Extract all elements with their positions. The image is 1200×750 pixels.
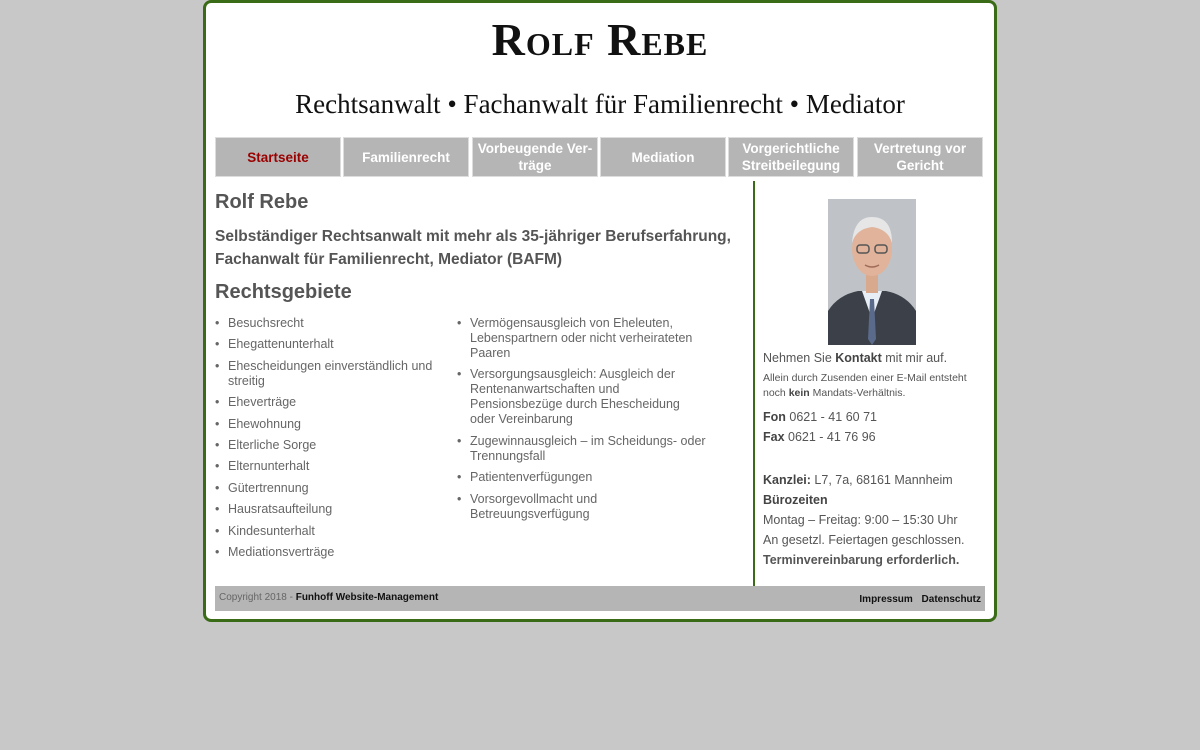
list-item: • Gütertrennung — [215, 481, 440, 496]
list-item: • Ehescheidungen einverständlich und streitig — [215, 359, 440, 389]
footer — [215, 586, 985, 611]
nav-item-vorbeugende-vertraege[interactable]: Vorbeugende Ver-träge — [472, 137, 598, 177]
site-logo-name[interactable]: Rolf Rebe — [491, 14, 709, 65]
list-item: • Ehegattenunterhalt — [215, 337, 440, 352]
phone-line — [763, 410, 877, 424]
contact-link[interactable]: Kontakt — [835, 351, 882, 365]
list-item: • Hausratsaufteilung — [215, 502, 440, 517]
header — [206, 3, 994, 133]
fax-number: 0621 - 41 76 96 — [784, 430, 876, 444]
contact-line — [763, 351, 983, 365]
copyright-text: Copyright 2018 - — [219, 592, 296, 603]
fax-label: Fax — [763, 430, 785, 444]
main-nav — [215, 137, 985, 177]
list-item: • Kindesunterhalt — [215, 524, 440, 539]
note-text: Allein durch Zusenden einer E-Mail entsteht noch — [763, 372, 967, 399]
nav-item-vertretung-vor-gericht[interactable]: Vertretung vor Gericht — [857, 137, 983, 177]
nav-item-startseite[interactable]: Startseite — [215, 137, 341, 177]
nav-item-mediation[interactable]: Mediation — [600, 137, 726, 177]
office-hours: Montag – Freitag: 9:00 – 15:30 Uhr — [763, 513, 958, 527]
note-bold: kein — [788, 387, 810, 399]
page-title: Rolf Rebe — [215, 191, 309, 213]
copyright — [219, 592, 438, 603]
list-item: • Patientenverfügungen — [457, 470, 707, 485]
nav-item-vorgerichtliche-streitbeilegung[interactable]: Vorgerichtliche Streitbeilegung — [728, 137, 854, 177]
site-logo-subtitle: Rechtsanwalt • Fachanwalt für Familienrecht • Mediator — [295, 89, 905, 119]
office-label: Kanzlei: — [763, 473, 811, 487]
email-note — [763, 371, 978, 401]
phone-label: Fon — [763, 410, 786, 424]
list-item: • Zugewinnausgleich – im Scheidungs- oder Trennungsfall — [457, 434, 707, 464]
contact-text: Nehmen Sie — [763, 351, 836, 365]
office-address — [763, 473, 953, 487]
list-item: • Elternunterhalt — [215, 459, 440, 474]
office-hours-label: Bürozeiten — [763, 493, 828, 507]
list-item: • Besuchsrecht — [215, 316, 440, 331]
office-hours-title — [763, 493, 828, 507]
office-value: L7, 7a, 68161 Mannheim — [810, 473, 953, 487]
practice-areas-list-right — [457, 316, 707, 528]
practice-areas-list-left — [215, 316, 440, 566]
datenschutz-link[interactable]: Datenschutz — [921, 594, 981, 605]
intro-text: Selbständiger Rechtsanwalt mit mehr als 35-jähriger Berufserfahrung, Fachanwalt für Familienrecht, Mediator (BAFM) — [215, 228, 731, 268]
phone-number[interactable]: 0621 - 41 60 71 — [785, 410, 877, 424]
page-container — [203, 0, 997, 622]
fax-line — [763, 430, 876, 444]
list-item: • Vorsorgevollmacht und Betreuungsverfügung — [457, 492, 707, 522]
list-item: • Mediationsverträge — [215, 545, 440, 560]
footer-links — [853, 594, 981, 605]
section-title: Rechtsgebiete — [215, 281, 352, 303]
list-item: • Versorgungsausgleich: Ausgleich der Rentenanwartschaften und Pensionsbezüge durch Ehescheidung oder Vereinbarung — [457, 367, 707, 427]
nav-item-familienrecht[interactable]: Familienrecht — [343, 137, 469, 177]
column-divider — [753, 181, 755, 587]
list-item: • Ehewohnung — [215, 417, 440, 432]
holiday-note: An gesetzl. Feiertagen geschlossen. — [763, 533, 965, 547]
impressum-link[interactable]: Impressum — [859, 594, 913, 605]
contact-text-end: mit mir auf. — [881, 351, 948, 365]
company-link[interactable]: Funhoff Website-Management — [295, 592, 439, 603]
portrait-photo — [828, 199, 916, 345]
note-text-end: Mandats-Verhältnis. — [809, 387, 906, 399]
list-item: • Eheverträge — [215, 395, 440, 410]
appointment-note: Terminvereinbarung erforderlich. — [763, 553, 960, 567]
list-item: • Elterliche Sorge — [215, 438, 440, 453]
list-item: • Vermögensausgleich von Eheleuten, Lebenspartnern oder nicht verheirateten Paaren — [457, 316, 707, 361]
